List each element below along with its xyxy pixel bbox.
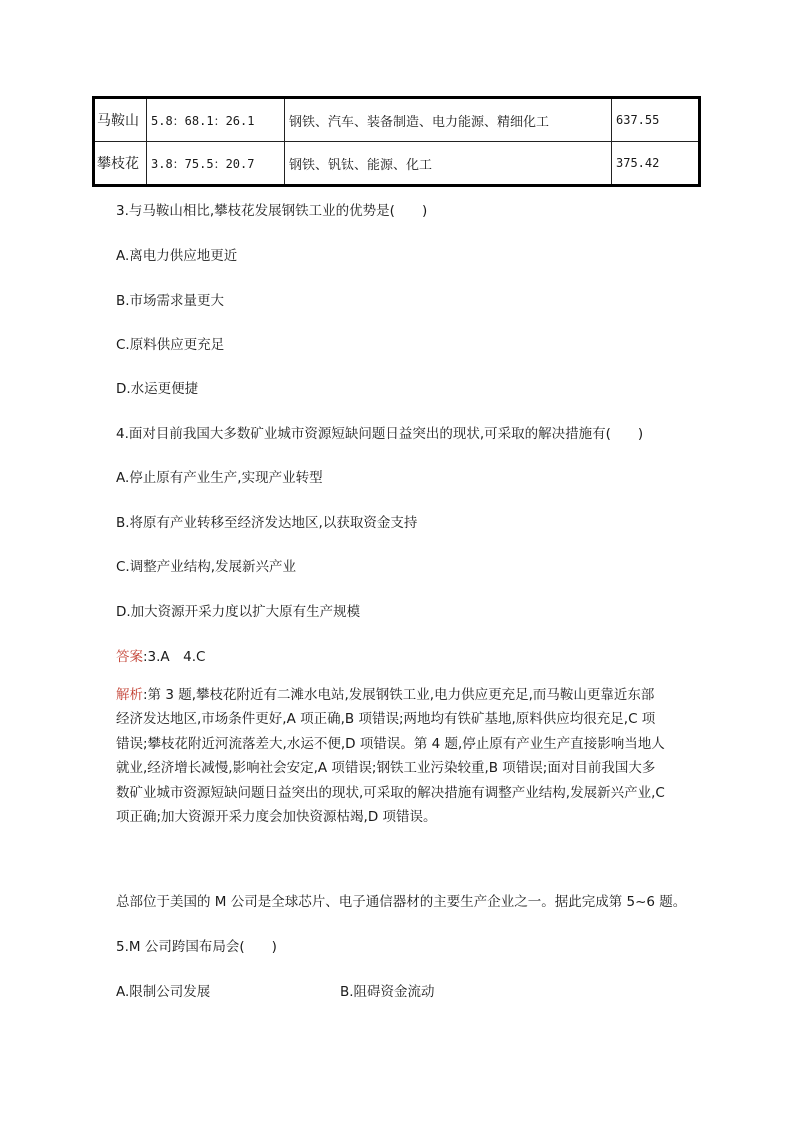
explanation-block [116,683,686,829]
question-5-option-b: B.阻碍资金流动 [340,984,435,1000]
explanation-line: 解析:第 3 题,攀枝花附近有二滩水电站,发展钢铁工业,电力供应更充足,而马鞍山更靠近东部 [116,687,655,703]
question-3-option-d: D.水运更便捷 [116,381,199,397]
question-5-stem: 5.M 公司跨国布局会( ) [116,939,277,955]
explanation-line: 数矿业城市资源短缺问题日益突出的现状,可采取的解决措施有调整产业结构,发展新兴产业,C [116,784,665,801]
question-3-option-a: A.离电力供应地更近 [116,248,238,264]
answer-text: :3.A 4.C [143,649,206,665]
question-3-stem: 3.与马鞍山相比,攀枝花发展钢铁工业的优势是( ) [116,203,428,219]
city-cell: 马鞍山 [94,98,147,142]
answer-label: 答案 [116,649,143,665]
value-cell: 375.42 [612,142,700,186]
question-3-option-c: C.原料供应更充足 [116,337,225,353]
question-4-option-b: B.将原有产业转移至经济发达地区,以获取资金支持 [116,515,418,531]
question-4-option-d: D.加大资源开采力度以扩大原有生产规模 [116,604,361,620]
ratio-cell: 3.8：75.5：20.7 [147,142,285,186]
industries-cell: 钢铁、汽车、装备制造、电力能源、精细化工 [285,98,612,142]
question-4-option-c: C.调整产业结构,发展新兴产业 [116,559,297,575]
city-industry-table [92,96,701,187]
question-4-stem: 4.面对目前我国大多数矿业城市资源短缺问题日益突出的现状,可采取的解决措施有( ) [116,426,644,442]
table-row [94,98,700,142]
city-cell: 攀枝花 [94,142,147,186]
explanation-label: 解析 [116,687,143,703]
explanation-line: 经济发达地区,市场条件更好,A 项正确,B 项错误;两地均有铁矿基地,原料供应均很充足,C 项 [116,711,656,728]
passage-intro: 总部位于美国的 M 公司是全球芯片、电子通信器材的主要生产企业之一。据此完成第 5~6 题。 [116,894,687,910]
question-4-option-a: A.停止原有产业生产,实现产业转型 [116,470,323,486]
ratio-cell: 5.8：68.1：26.1 [147,98,285,142]
table-row [94,142,700,186]
answer-line [116,645,205,665]
industries-cell: 钢铁、钒钛、能源、化工 [285,142,612,186]
question-5-option-a: A.限制公司发展 [116,984,211,1000]
question-3-option-b: B.市场需求量更大 [116,293,225,309]
explanation-line: 项正确;加大资源开采力度会加快资源枯竭,D 项错误。 [116,809,437,826]
explanation-line: 错误;攀枝花附近河流落差大,水运不便,D 项错误。第 4 题,停止原有产业生产直接影响当地人 [116,735,665,752]
explanation-line: 就业,经济增长减慢,影响社会安定,A 项错误;钢铁工业污染较重,B 项错误;面对目前我国大多 [116,760,656,777]
value-cell: 637.55 [612,98,700,142]
